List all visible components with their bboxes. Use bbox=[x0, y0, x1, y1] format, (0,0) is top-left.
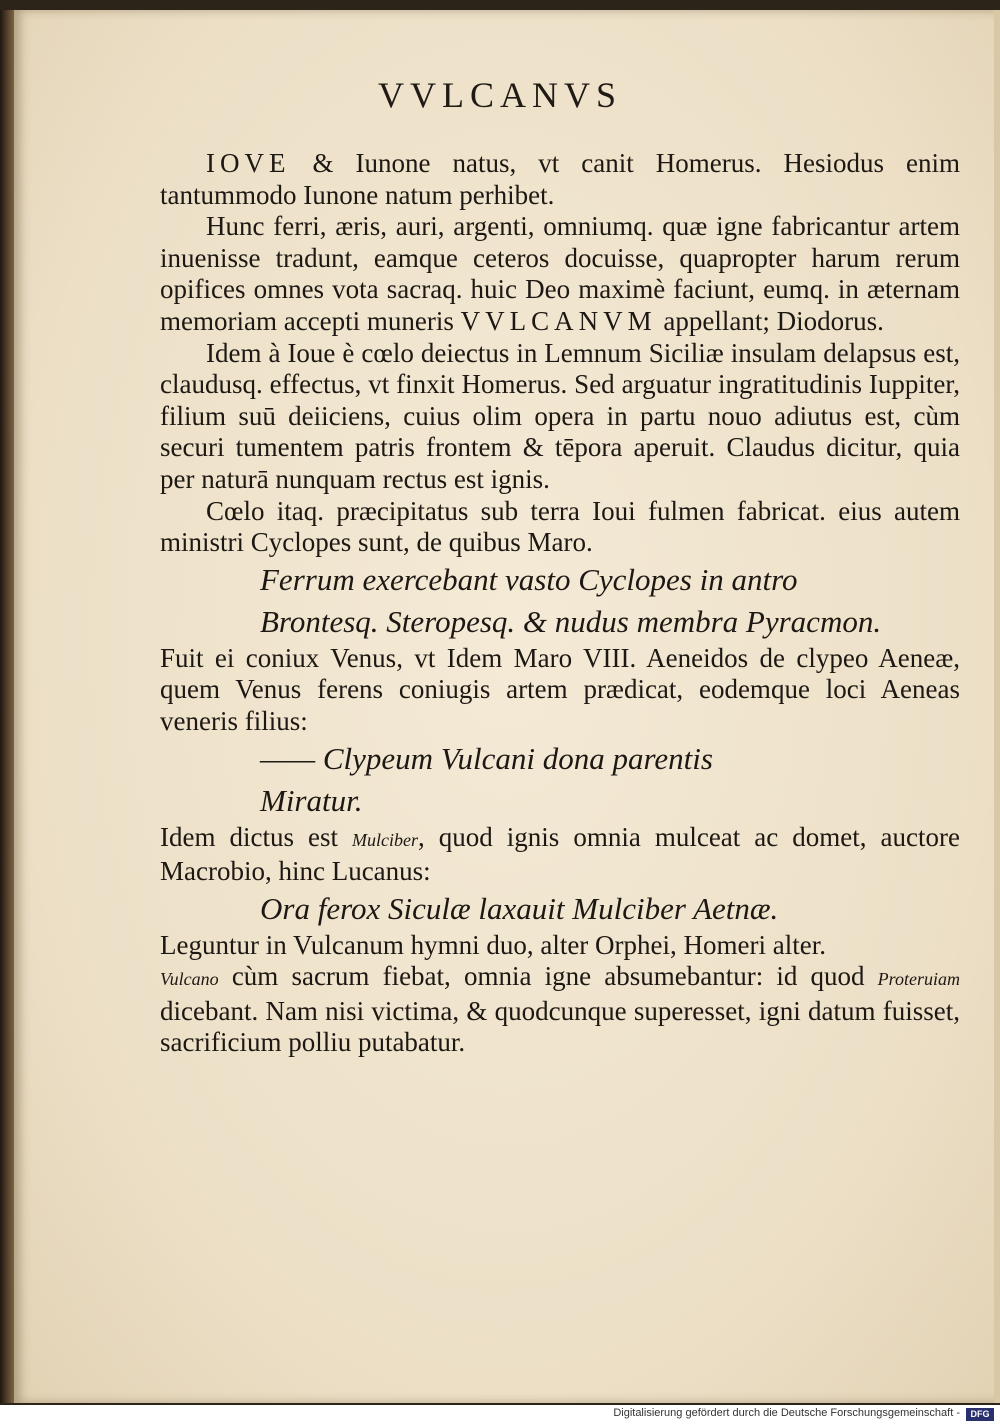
paragraph-8 bbox=[160, 961, 960, 1059]
verse-1-line-2: Brontesq. Steropesq. & nudus membra Pyracmon. bbox=[260, 603, 882, 639]
verse-2-line-1: —— Clypeum Vulcani dona parentis bbox=[260, 740, 713, 776]
lead-word: IOVE bbox=[206, 148, 291, 178]
paragraph-1 bbox=[160, 148, 960, 211]
paragraph-6-start: Idem dictus est bbox=[160, 821, 353, 852]
paragraph-6 bbox=[160, 822, 960, 888]
dfg-logo: DFG bbox=[966, 1408, 994, 1421]
paragraph-6-word: Mulciber bbox=[352, 829, 419, 850]
page-edge bbox=[994, 10, 1000, 1403]
verse-1-line-1: Ferrum exercebant vasto Cyclopes in antro bbox=[260, 561, 798, 597]
verse-2-line-2: Miratur. bbox=[260, 782, 363, 818]
paragraph-7: Leguntur in Vulcanum hymni duo, alter Orphei, Homeri alter. bbox=[160, 929, 826, 960]
verse-3: Ora ferox Siculæ laxauit Mulciber Aetnæ. bbox=[260, 890, 779, 926]
paragraph-6-end: , quod ignis omnia mulceat ac domet, auctore Macrobio, hinc Lucanus: bbox=[160, 821, 960, 887]
footer-credit: Digitalisierung gefördert durch die Deutsche Forschungsgemeinschaft - bbox=[613, 1407, 960, 1419]
paragraph-2-end: appellant; Diodorus. bbox=[656, 305, 884, 336]
paragraph-3: Idem à Ioue è cœlo deiectus in Lemnum Siciliæ insulam delapsus est, claudusq. effectus, vt finxit Homerus. Sed arguatur ingratitudinis Iuppiter, filium suū deiiciens, cuius olim opera in partu nouo adiutus est, cùm securi tumentem patris frontem & tēpora aperuit. Claudus dicitur, quia per naturā nunquam rectus est ignis. bbox=[160, 337, 960, 494]
running-header: VVLCANVS bbox=[377, 75, 622, 115]
paragraph-2 bbox=[160, 211, 960, 337]
paragraph-1-text: & Iunone natus, vt canit Homerus. Hesiodus enim tantummodo Iunone natum perhibet. bbox=[160, 148, 960, 210]
paragraph-8-mid: cùm sacrum fiebat, omnia igne absumebantur: id quod bbox=[218, 961, 878, 992]
page-body bbox=[160, 148, 960, 1059]
footer-bar bbox=[0, 1405, 1000, 1425]
paragraph-8-word-1: Vulcano bbox=[160, 969, 219, 990]
paragraph-8-end: dicebant. Nam nisi victima, & quodcunque superesset, igni datum fuisset, sacrificium polliu putabatur. bbox=[160, 995, 960, 1058]
paragraph-5: Fuit ei coniux Venus, vt Idem Maro VIII. Aeneidos de clypeo Aeneæ, quem Venus ferens coniugis artem prædicat, eodemque loci Aeneas veneris filius: bbox=[160, 642, 960, 736]
paragraph-2-start: Hunc ferri, æris, auri, argenti, omniumq. quæ igne fabricantur artem inuenisse tradunt, eamque ceteros docuisse, quapropter harum rerum opifices omnes vota sacraq. huic Deo maximè faciunt, eumq. in æternam memoriam accepti muneris bbox=[160, 211, 960, 336]
paragraph-4: Cœlo itaq. præcipitatus sub terra Ioui fulmen fabricat. eius autem ministri Cyclopes sunt, de quibus Maro. bbox=[160, 495, 960, 558]
paragraph-2-name: VVLCANVM bbox=[460, 305, 657, 336]
book-binding-edge bbox=[0, 10, 14, 1403]
paragraph-8-word-2: Proteruiam bbox=[877, 969, 960, 990]
